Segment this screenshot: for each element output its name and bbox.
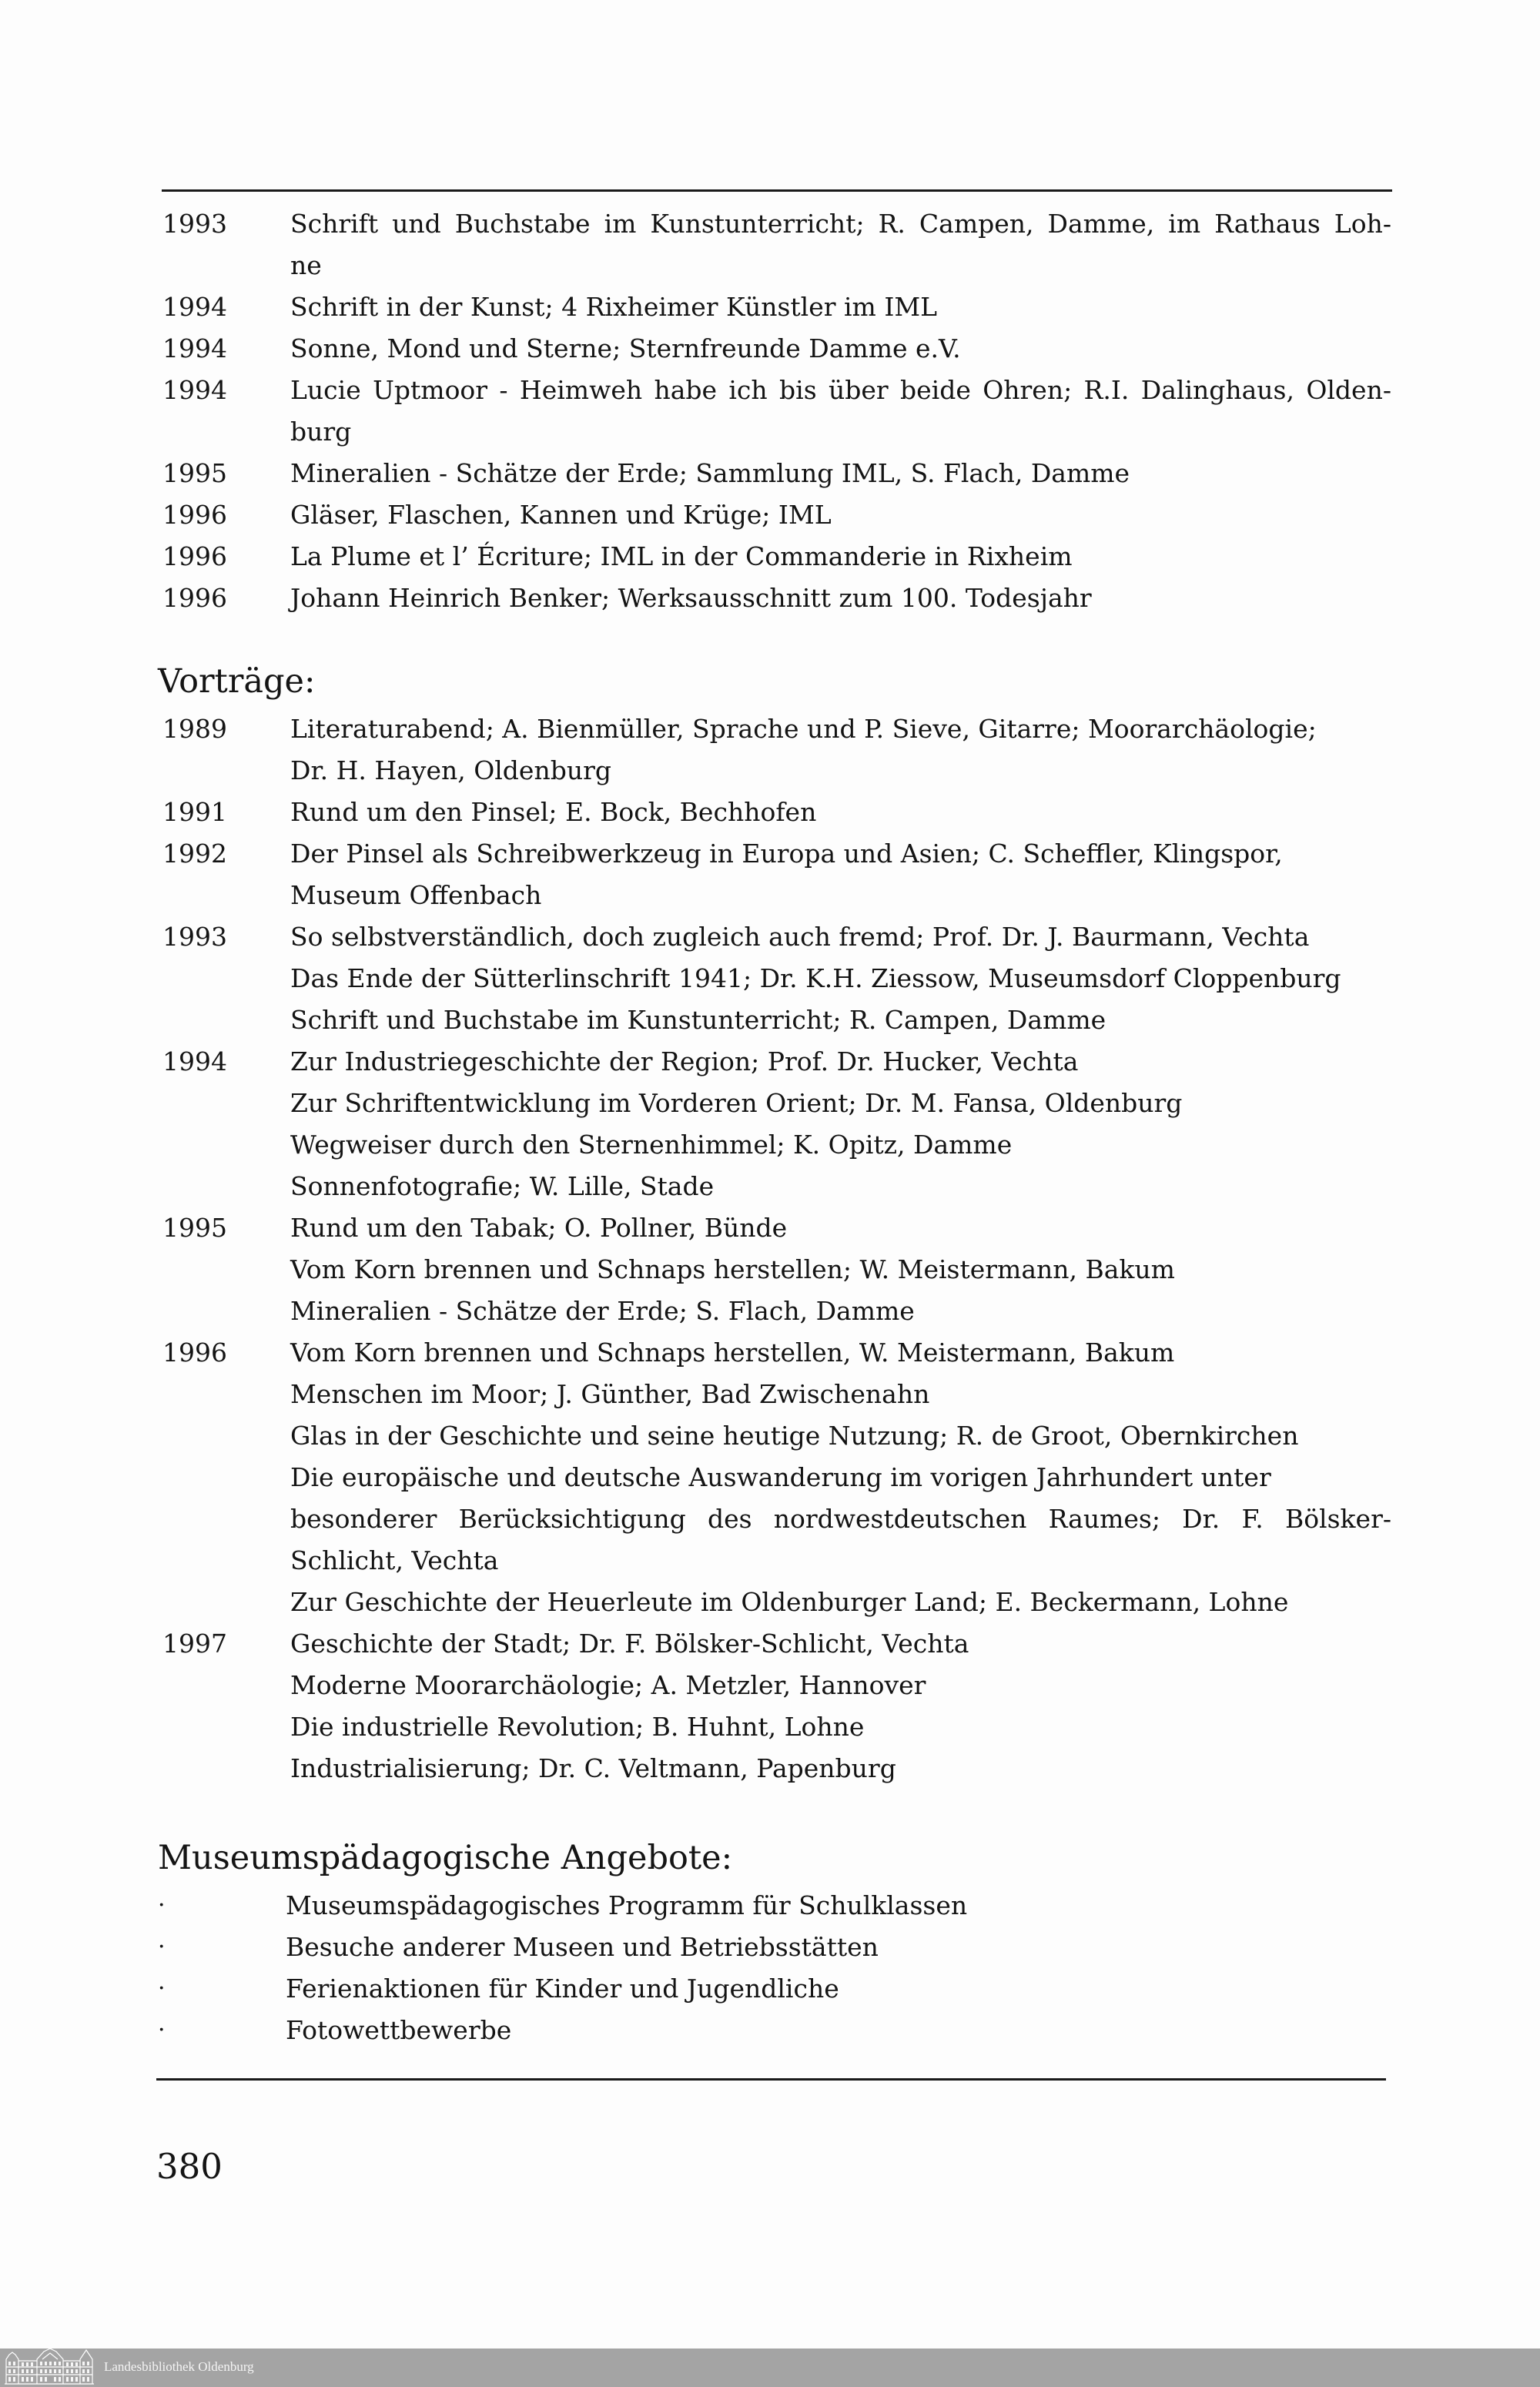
entry-text: Vom Korn brennen und Schnaps herstellen, W. Meistermann, Bakum <box>290 1337 1175 1368</box>
library-building-icon <box>4 2348 95 2385</box>
entry-year: 1991 <box>162 797 227 827</box>
entry-text: Zur Industriegeschichte der Region; Prof. Dr. Hucker, Vechta <box>290 1046 1079 1076</box>
entry-year: 1995 <box>162 1213 227 1243</box>
library-name: Landesbibliothek Oldenburg <box>104 2359 254 2374</box>
exhibition-entry-continuation <box>158 245 1394 286</box>
lecture-entry <box>158 1332 1394 1374</box>
exhibition-entry <box>158 578 1394 619</box>
lecture-entry-continuation <box>158 958 1394 999</box>
offer-item <box>158 1927 1394 1968</box>
entry-year: 1994 <box>162 1046 227 1076</box>
entry-text: Industrialisierung; Dr. C. Veltmann, Papenburg <box>290 1753 896 1783</box>
entry-text: besonderer Berücksichtigung des nordwestdeutschen Raumes; Dr. F. Bölsker- <box>290 1504 1391 1534</box>
entry-text: Dr. H. Hayen, Oldenburg <box>290 755 611 785</box>
entry-text: Das Ende der Sütterlinschrift 1941; Dr. K.H. Ziessow, Museumsdorf Cloppenburg <box>290 963 1341 993</box>
offer-item <box>158 1968 1394 2010</box>
lecture-entry-continuation <box>158 1166 1394 1207</box>
entry-text: Gläser, Flaschen, Kannen und Krüge; IML <box>290 500 832 530</box>
lecture-entry-continuation <box>158 750 1394 792</box>
offer-item <box>158 2010 1394 2051</box>
top-rule <box>162 189 1392 192</box>
lecture-entry <box>158 1623 1394 1665</box>
lecture-entry-continuation <box>158 1083 1394 1124</box>
library-footer-bar <box>0 2348 1540 2387</box>
entry-text: Zur Schriftentwicklung im Vorderen Orient; Dr. M. Fansa, Oldenburg <box>290 1088 1183 1118</box>
entry-text: Schrift und Buchstabe im Kunstunterricht; R. Campen, Damme <box>290 1005 1106 1035</box>
offer-item <box>158 1885 1394 1927</box>
entry-year: 1997 <box>162 1629 227 1659</box>
offer-text: Besuche anderer Museen und Betriebsstätten <box>286 1932 879 1962</box>
lecture-entry-continuation <box>158 875 1394 916</box>
entry-year: 1996 <box>162 541 227 571</box>
lecture-entry-continuation <box>158 1415 1394 1457</box>
lecture-entry <box>158 833 1394 875</box>
entry-text: Mineralien - Schätze der Erde; S. Flach, Damme <box>290 1296 915 1326</box>
entry-text: Mineralien - Schätze der Erde; Sammlung IML, S. Flach, Damme <box>290 458 1130 488</box>
entry-text: ne <box>290 250 322 280</box>
offers-heading: Museumspädagogische Angebote: <box>158 1839 733 1877</box>
entry-year: 1992 <box>162 839 227 869</box>
entry-text: Sonne, Mond und Sterne; Sternfreunde Damme e.V. <box>290 333 961 363</box>
page-content <box>158 203 1394 2051</box>
lecture-entry-continuation <box>158 1582 1394 1623</box>
bullet-icon: · <box>158 1975 166 2002</box>
entry-text: Zur Geschichte der Heuerleute im Oldenburger Land; E. Beckermann, Lohne <box>290 1587 1289 1617</box>
entry-year: 1993 <box>162 922 227 952</box>
lecture-entry-continuation <box>158 1748 1394 1789</box>
entry-year: 1996 <box>162 500 227 530</box>
entry-year: 1989 <box>162 714 227 744</box>
page-number: 380 <box>156 2146 223 2187</box>
exhibition-entry <box>158 453 1394 494</box>
lectures-heading: Vorträge: <box>158 662 316 701</box>
lecture-entry-continuation <box>158 1706 1394 1748</box>
lecture-entry-continuation <box>158 1540 1394 1582</box>
bullet-icon: · <box>158 1933 166 1960</box>
exhibitions-list <box>158 203 1394 619</box>
entry-text: Lucie Uptmoor - Heimweh habe ich bis über beide Ohren; R.I. Dalinghaus, Olden- <box>290 375 1391 405</box>
offer-text: Fotowettbewerbe <box>286 2015 512 2045</box>
offer-text: Museumspädagogisches Programm für Schulklassen <box>286 1890 968 1920</box>
entry-text: Glas in der Geschichte und seine heutige Nutzung; R. de Groot, Obernkirchen <box>290 1421 1299 1451</box>
entry-text: So selbstverständlich, doch zugleich auch fremd; Prof. Dr. J. Baurmann, Vechta <box>290 922 1310 952</box>
entry-text: Johann Heinrich Benker; Werksausschnitt zum 100. Todesjahr <box>290 583 1092 613</box>
exhibition-entry-continuation <box>158 411 1394 453</box>
lecture-entry-continuation <box>158 1374 1394 1415</box>
entry-text: Rund um den Tabak; O. Pollner, Bünde <box>290 1213 788 1243</box>
bottom-rule <box>156 2078 1386 2081</box>
entry-text: Rund um den Pinsel; E. Bock, Bechhofen <box>290 797 817 827</box>
entry-text: Museum Offenbach <box>290 880 542 910</box>
entry-year: 1994 <box>162 333 227 363</box>
lecture-entry-continuation <box>158 1665 1394 1706</box>
entry-text: Vom Korn brennen und Schnaps herstellen; W. Meistermann, Bakum <box>290 1254 1175 1284</box>
entry-year: 1994 <box>162 375 227 405</box>
lecture-entry <box>158 708 1394 750</box>
exhibition-entry <box>158 328 1394 370</box>
entry-year: 1994 <box>162 292 227 322</box>
lecture-entry-continuation <box>158 1291 1394 1332</box>
entry-text: Geschichte der Stadt; Dr. F. Bölsker-Schlicht, Vechta <box>290 1629 969 1659</box>
lecture-entry-continuation <box>158 1124 1394 1166</box>
entry-text: La Plume et l’ Écriture; IML in der Commanderie in Rixheim <box>290 541 1073 571</box>
lecture-entry <box>158 1041 1394 1083</box>
entry-text: Schrift in der Kunst; 4 Rixheimer Künstler im IML <box>290 292 938 322</box>
lecture-entry-continuation <box>158 1498 1394 1540</box>
entry-text: burg <box>290 417 352 447</box>
entry-year: 1993 <box>162 209 227 239</box>
lecture-entry <box>158 916 1394 958</box>
exhibition-entry <box>158 494 1394 536</box>
offers-list <box>158 1885 1394 2051</box>
entry-year: 1995 <box>162 458 227 488</box>
exhibition-entry <box>158 203 1394 245</box>
lecture-entry <box>158 792 1394 833</box>
exhibition-entry <box>158 286 1394 328</box>
offer-text: Ferienaktionen für Kinder und Jugendliche <box>286 1974 839 2004</box>
entry-year: 1996 <box>162 1337 227 1368</box>
entry-text: Die industrielle Revolution; B. Huhnt, Lohne <box>290 1712 865 1742</box>
lecture-entry-continuation <box>158 1457 1394 1498</box>
entry-text: Literaturabend; A. Bienmüller, Sprache und P. Sieve, Gitarre; Moorarchäologie; <box>290 714 1317 744</box>
entry-text: Moderne Moorarchäologie; A. Metzler, Hannover <box>290 1670 926 1700</box>
entry-text: Schlicht, Vechta <box>290 1545 499 1575</box>
entry-text: Die europäische und deutsche Auswanderung im vorigen Jahrhundert unter <box>290 1462 1271 1492</box>
lecture-entry <box>158 1207 1394 1249</box>
lectures-list <box>158 708 1394 1789</box>
entry-text: Der Pinsel als Schreibwerkzeug in Europa und Asien; C. Scheffler, Klingspor, <box>290 839 1283 869</box>
exhibition-entry <box>158 370 1394 411</box>
entry-text: Menschen im Moor; J. Günther, Bad Zwischenahn <box>290 1379 930 1409</box>
lecture-entry-continuation <box>158 999 1394 1041</box>
entry-text: Wegweiser durch den Sternenhimmel; K. Opitz, Damme <box>290 1130 1013 1160</box>
entry-text: Schrift und Buchstabe im Kunstunterricht; R. Campen, Damme, im Rathaus Loh- <box>290 209 1391 239</box>
entry-text: Sonnenfotografie; W. Lille, Stade <box>290 1171 715 1201</box>
bullet-icon: · <box>158 1892 166 1919</box>
lecture-entry-continuation <box>158 1249 1394 1291</box>
exhibition-entry <box>158 536 1394 578</box>
entry-year: 1996 <box>162 583 227 613</box>
bullet-icon: · <box>158 2017 166 2044</box>
